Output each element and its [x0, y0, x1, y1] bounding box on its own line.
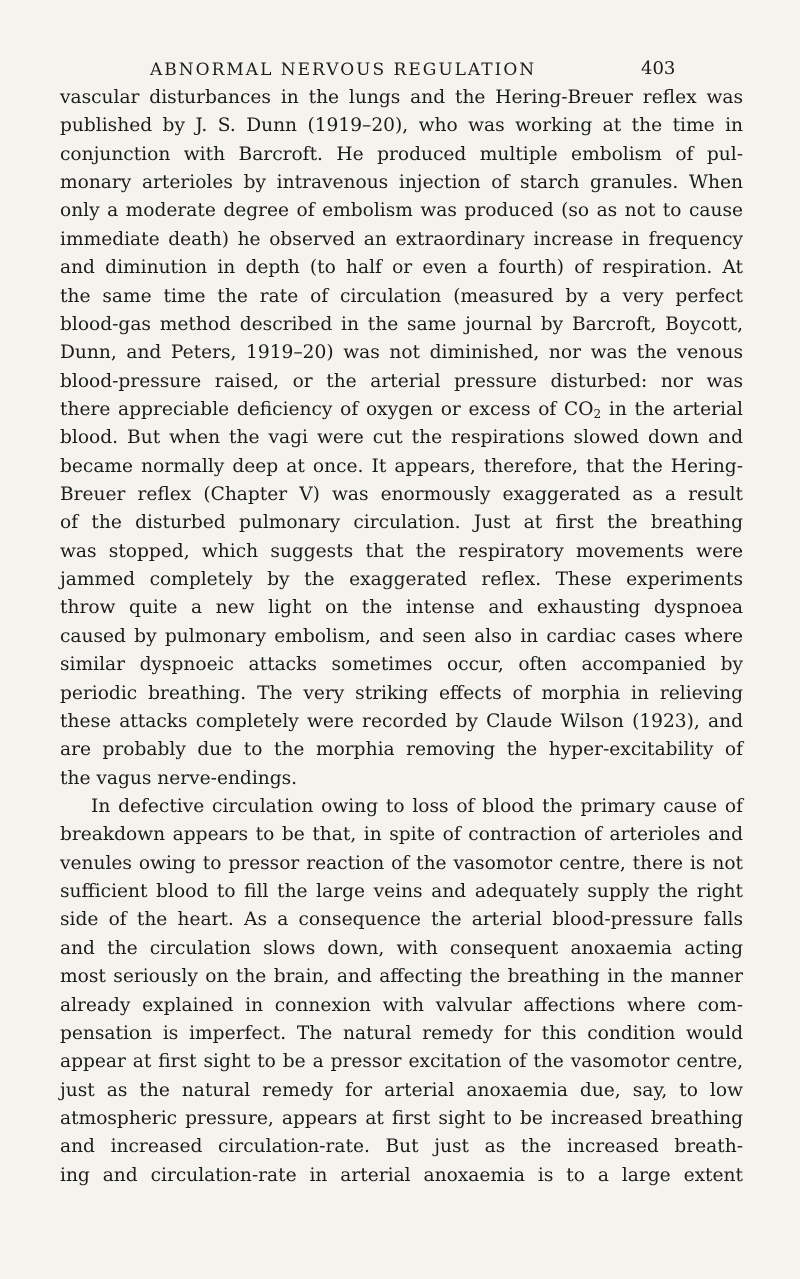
- paragraph-1: [60, 84, 743, 793]
- text-line: In defective circulation owing to loss of blood the primary cause of: [91, 795, 743, 817]
- text-line: similar dyspnoeic attacks sometimes occur, often accompanied by: [60, 654, 743, 676]
- text-line: breakdown appears to be that, in spite of contraction of arterioles and: [60, 824, 743, 846]
- text-line: the same time the rate of circulation (measured by a very perfect: [60, 285, 743, 307]
- text-line: and increased circulation-rate. But just as the increased breath-: [60, 1136, 743, 1158]
- running-head: ABNORMAL NERVOUS REGULATION: [150, 60, 537, 80]
- text-line: throw quite a new light on the intense and exhausting dyspnoea: [60, 597, 743, 619]
- text-line: venules owing to pressor reaction of the vasomotor centre, there is not: [60, 852, 743, 874]
- text-line: was stopped, which suggests that the respiratory movements were: [60, 540, 743, 562]
- text-line: most seriously on the brain, and affecting the breathing in the manner: [60, 966, 743, 988]
- text-line: conjunction with Barcroft. He produced multiple embolism of pul-: [60, 143, 743, 165]
- body-text: [60, 84, 743, 1190]
- text-line: appear at first sight to be a pressor excitation of the vasomotor centre,: [60, 1051, 743, 1073]
- text-line: became normally deep at once. It appears, therefore, that the Hering-: [60, 455, 743, 477]
- text-line: Breuer reflex (Chapter V) was enormously exaggerated as a result: [60, 484, 743, 506]
- text-line: immediate death) he observed an extraordinary increase in frequency: [60, 228, 743, 250]
- text-line: these attacks completely were recorded by Claude Wilson (1923), and: [60, 710, 743, 732]
- text-line: periodic breathing. The very striking effects of morphia in relieving: [60, 682, 743, 704]
- text-line: vascular disturbances in the lungs and the Hering-Breuer reflex was: [60, 87, 743, 108]
- text-line-co2: [60, 396, 743, 424]
- text-line: of the disturbed pulmonary circulation. Just at first the breathing: [60, 512, 743, 534]
- text-line: ing and circulation-rate in arterial anoxaemia is to a large extent: [60, 1164, 743, 1186]
- text-line: blood. But when the vagi were cut the respirations slowed down and: [60, 427, 743, 449]
- text-line: the vagus nerve-endings.: [60, 767, 298, 789]
- text-line: atmospheric pressure, appears at first sight to be increased breathing: [60, 1107, 743, 1129]
- text-line: published by J. S. Dunn (1919–20), who was working at the time in: [60, 115, 743, 137]
- co2-subscript: 2: [593, 406, 602, 421]
- paragraph-2: [60, 793, 743, 1190]
- text-line: Dunn, and Peters, 1919–20) was not diminished, nor was the venous: [60, 342, 743, 364]
- text-line: and the circulation slows down, with consequent anoxaemia acting: [60, 937, 743, 959]
- text-line: are probably due to the morphia removing the hyper-excitability of: [60, 739, 743, 761]
- co2-line-text: there appreciable deficiency of oxygen or excess of CO: [60, 398, 594, 420]
- text-line: jammed completely by the exaggerated reflex. These experiments: [60, 569, 743, 591]
- text-line: blood-gas method described in the same journal by Barcroft, Boycott,: [60, 313, 743, 335]
- text-line: and diminution in depth (to half or even a fourth) of respiration. At: [60, 257, 743, 279]
- text-line: only a moderate degree of embolism was produced (so as not to cause: [60, 200, 743, 222]
- text-line: already explained in connexion with valvular affections where com-: [60, 994, 743, 1016]
- page-number: 403: [641, 58, 676, 79]
- text-line: monary arterioles by intravenous injection of starch granules. When: [60, 172, 743, 194]
- text-line: pensation is imperfect. The natural remedy for this condition would: [60, 1022, 743, 1044]
- text-line: caused by pulmonary embolism, and seen also in cardiac cases where: [60, 625, 743, 647]
- text-line: just as the natural remedy for arterial anoxaemia due, say, to low: [60, 1079, 743, 1101]
- text-line: sufficient blood to fill the large veins and adequately supply the right: [60, 881, 743, 903]
- co2-line-suffix: in the arterial: [601, 398, 744, 420]
- text-line: blood-pressure raised, or the arterial pressure disturbed: nor was: [60, 370, 743, 392]
- text-line: side of the heart. As a consequence the arterial blood-pressure falls: [60, 909, 743, 931]
